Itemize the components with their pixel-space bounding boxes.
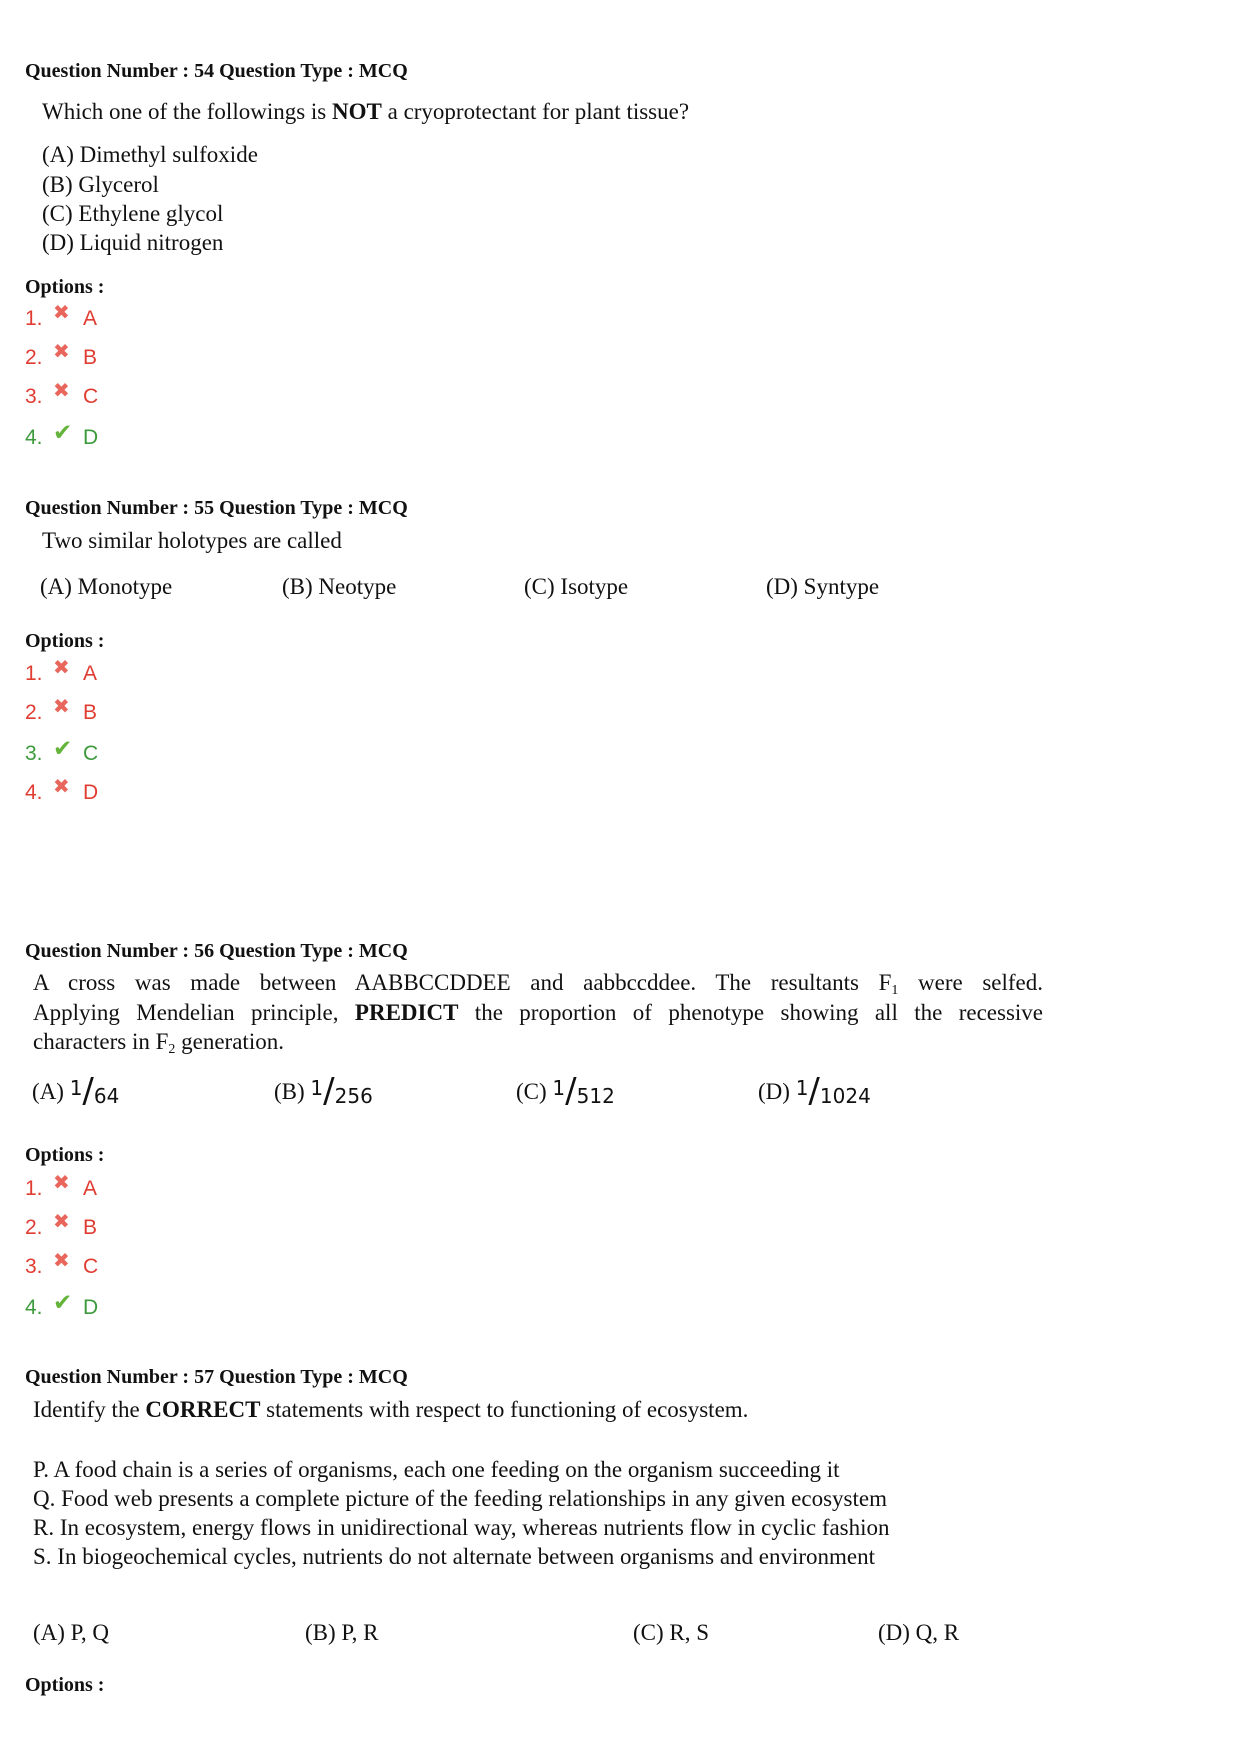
choice-d: (D) Liquid nitrogen xyxy=(42,230,224,255)
answer-number: 4. xyxy=(25,1295,43,1319)
subscript: 1 xyxy=(891,983,899,998)
question-text-emphasis: CORRECT xyxy=(145,1397,261,1422)
answer-number: 2. xyxy=(25,700,43,724)
answer-number: 3. xyxy=(25,1254,43,1278)
numerator: 1 xyxy=(310,1076,324,1100)
answer-letter: C xyxy=(83,384,99,408)
choice-a: (A) P, Q xyxy=(33,1620,110,1645)
answer-option xyxy=(25,1250,99,1279)
statement-p: P. A food chain is a series of organisms, each one feeding on the organism succeeding it xyxy=(33,1457,840,1482)
check-icon: ✔ xyxy=(53,419,73,445)
cross-icon: ✖ xyxy=(53,1172,70,1194)
choice-b: (B) Neotype xyxy=(282,574,397,599)
answer-letter: B xyxy=(83,345,98,369)
numerator: 1 xyxy=(552,1076,566,1100)
answer-letter: A xyxy=(83,1176,98,1200)
denominator: 512 xyxy=(576,1084,615,1108)
choice-d: (D) Syntype xyxy=(766,574,880,599)
question-text-part: Identify the xyxy=(33,1397,146,1422)
answer-letter: B xyxy=(83,700,98,724)
question-text-emphasis: PREDICT xyxy=(354,1000,459,1025)
answer-option-correct xyxy=(25,1289,99,1321)
options-label: Options : xyxy=(25,1144,105,1166)
choice-label: (D) xyxy=(758,1079,790,1104)
options-label: Options : xyxy=(25,276,105,298)
answer-number: 4. xyxy=(25,425,43,449)
check-icon: ✔ xyxy=(53,735,73,761)
answer-option xyxy=(25,380,99,409)
cross-icon: ✖ xyxy=(53,1211,70,1233)
choice-b xyxy=(274,1068,373,1111)
cross-icon: ✖ xyxy=(53,776,70,798)
options-label: Options : xyxy=(25,630,105,652)
options-label: Options : xyxy=(25,1674,105,1696)
cross-icon: ✖ xyxy=(53,302,70,324)
answer-letter: B xyxy=(83,1215,98,1239)
check-icon: ✔ xyxy=(53,1289,73,1315)
choice-c: (C) Isotype xyxy=(524,574,629,599)
choice-a: (A) Monotype xyxy=(40,574,173,599)
question-text-part: Applying Mendelian principle, xyxy=(33,1000,355,1025)
fraction: $^1/_{1024}$ xyxy=(795,1071,871,1111)
answer-letter: C xyxy=(83,1254,99,1278)
question-text-emphasis: NOT xyxy=(332,99,382,124)
question-text-line-3 xyxy=(33,1029,284,1055)
question-text xyxy=(42,99,689,125)
fraction: $^1/_{256}$ xyxy=(310,1071,373,1111)
question-text-part: A cross was made between AABBCCDDEE and aabbccddee. The resultants F xyxy=(33,970,892,995)
statement-q: Q. Food web presents a complete picture of the feeding relationships in any given ecosystem xyxy=(33,1486,887,1511)
denominator: 256 xyxy=(334,1084,373,1108)
question-text-part: generation. xyxy=(175,1029,284,1054)
cross-icon: ✖ xyxy=(53,1250,70,1272)
choice-label: (B) xyxy=(274,1079,305,1104)
question-header: Question Number : 54 Question Type : MCQ xyxy=(25,60,408,82)
cross-icon: ✖ xyxy=(53,380,70,402)
choice-b: (B) Glycerol xyxy=(42,172,159,197)
answer-option xyxy=(25,302,98,331)
answer-letter: C xyxy=(83,741,99,765)
question-header: Question Number : 56 Question Type : MCQ xyxy=(25,940,408,962)
question-header: Question Number : 55 Question Type : MCQ xyxy=(25,497,408,519)
answer-option xyxy=(25,657,98,686)
answer-option xyxy=(25,776,99,805)
question-text-part: characters in F xyxy=(33,1029,169,1054)
answer-letter: A xyxy=(83,661,98,685)
cross-icon: ✖ xyxy=(53,696,70,718)
answer-letter: D xyxy=(83,780,99,804)
choice-a xyxy=(32,1068,120,1111)
numerator: 1 xyxy=(795,1076,809,1100)
answer-number: 4. xyxy=(25,780,43,804)
question-text-part: the proportion of phenotype showing all the recessive xyxy=(458,1000,1043,1025)
statement-s: S. In biogeochemical cycles, nutrients do not alternate between organisms and environment xyxy=(33,1544,876,1569)
choice-b: (B) P, R xyxy=(305,1620,379,1645)
question-text xyxy=(33,1397,748,1423)
question-text-part: a cryoprotectant for plant tissue? xyxy=(381,99,690,124)
cross-icon: ✖ xyxy=(53,657,70,679)
answer-number: 1. xyxy=(25,1176,43,1200)
answer-number: 1. xyxy=(25,306,43,330)
answer-letter: D xyxy=(83,1295,99,1319)
fraction: $^1/_{512}$ xyxy=(552,1071,615,1111)
question-text-part: statements with respect to functioning of ecosystem. xyxy=(260,1397,749,1422)
answer-number: 3. xyxy=(25,741,43,765)
answer-letter: D xyxy=(83,425,99,449)
answer-option-correct xyxy=(25,419,99,451)
question-header: Question Number : 57 Question Type : MCQ xyxy=(25,1366,408,1388)
choice-label: (A) xyxy=(32,1079,64,1104)
choice-d: (D) Q, R xyxy=(878,1620,960,1645)
question-text-line-2 xyxy=(33,1000,1043,1026)
answer-option xyxy=(25,1172,98,1201)
choice-label: (C) xyxy=(516,1079,547,1104)
statement-r: R. In ecosystem, energy flows in unidirectional way, whereas nutrients flow in cyclic fashion xyxy=(33,1515,890,1540)
question-text-part: were selfed. xyxy=(898,970,1043,995)
choice-c: (C) R, S xyxy=(633,1620,710,1645)
denominator: 64 xyxy=(93,1084,120,1108)
answer-option xyxy=(25,341,98,370)
question-text: Two similar holotypes are called xyxy=(42,528,342,553)
answer-number: 2. xyxy=(25,1215,43,1239)
fraction: $^1/_{64}$ xyxy=(69,1071,120,1111)
answer-number: 3. xyxy=(25,384,43,408)
numerator: 1 xyxy=(69,1076,83,1100)
subscript: 2 xyxy=(168,1042,176,1057)
answer-option-correct xyxy=(25,735,99,767)
answer-option xyxy=(25,1211,98,1240)
choice-d xyxy=(758,1068,871,1111)
question-text-part: Which one of the followings is xyxy=(42,99,333,124)
choice-c: (C) Ethylene glycol xyxy=(42,201,224,226)
answer-letter: A xyxy=(83,306,98,330)
question-text-line-1 xyxy=(33,970,1043,996)
cross-icon: ✖ xyxy=(53,341,70,363)
answer-option xyxy=(25,696,98,725)
choice-a: (A) Dimethyl sulfoxide xyxy=(42,142,258,167)
answer-number: 1. xyxy=(25,661,43,685)
answer-number: 2. xyxy=(25,345,43,369)
choice-c xyxy=(516,1068,615,1111)
denominator: 1024 xyxy=(819,1084,871,1108)
